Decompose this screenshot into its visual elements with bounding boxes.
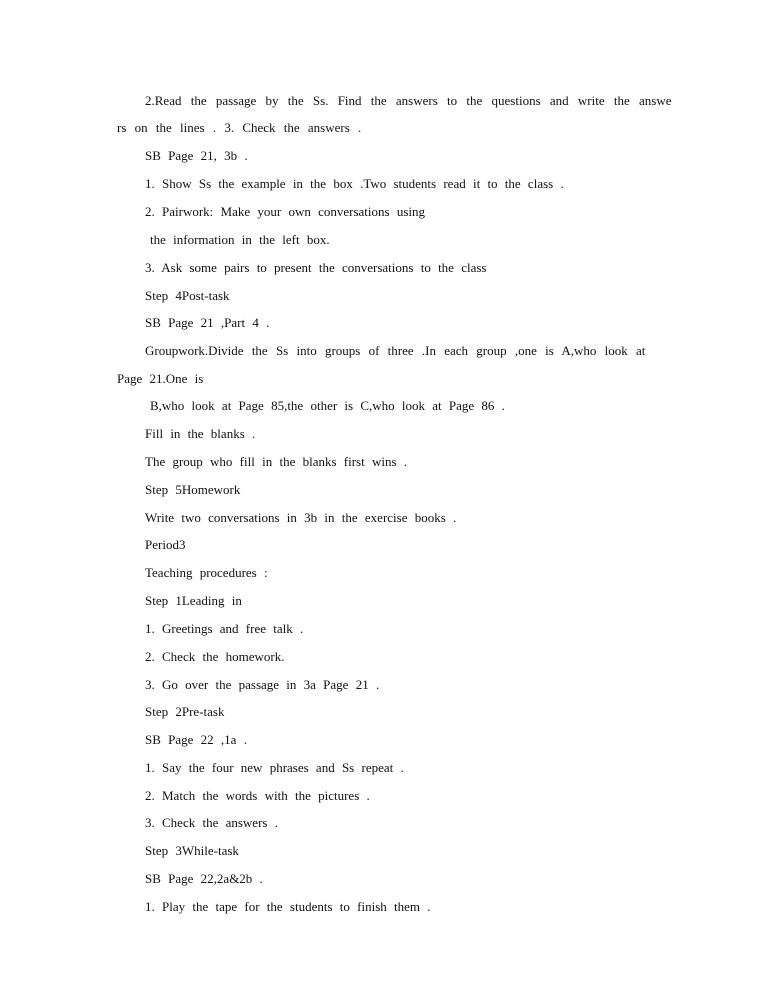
text-line: SB Page 21 ,Part 4 . xyxy=(145,315,270,330)
section-heading: Step 3While-task xyxy=(145,843,239,858)
text-line: SB Page 21, 3b . xyxy=(145,148,248,163)
period-heading: Period3 xyxy=(145,537,186,552)
section-heading: Step 5Homework xyxy=(145,482,241,497)
text-line: Page 21.One is xyxy=(117,371,204,386)
text-line: 1. Say the four new phrases and Ss repeat . xyxy=(145,760,404,775)
section-heading: Step 4Post-task xyxy=(145,288,230,303)
text-line: 2.Read the passage by the Ss. Find the answers to the questions and write the answe xyxy=(145,93,672,108)
text-line: B,who look at Page 85,the other is C,who look at Page 86 . xyxy=(150,398,505,413)
text-line: The group who fill in the blanks first wins . xyxy=(145,454,408,469)
text-line: 1. Play the tape for the students to finish them . xyxy=(145,899,431,914)
text-line: 3. Ask some pairs to present the conversations to the class xyxy=(145,260,487,275)
text-line: 1. Show Ss the example in the box .Two students read it to the class . xyxy=(145,176,564,191)
text-line: 3. Go over the passage in 3a Page 21 . xyxy=(145,677,380,692)
text-line: 2. Pairwork: Make your own conversations using xyxy=(145,204,425,219)
text-line: Fill in the blanks . xyxy=(145,426,256,441)
text-line: Teaching procedures : xyxy=(145,565,268,580)
text-line: 2. Check the homework. xyxy=(145,649,285,664)
text-line: 3. Check the answers . xyxy=(145,815,278,830)
text-line: SB Page 22,2a&2b . xyxy=(145,871,263,886)
text-line: rs on the lines . 3. Check the answers . xyxy=(117,120,362,135)
section-heading: Step 2Pre-task xyxy=(145,704,225,719)
text-line: SB Page 22 ,1a . xyxy=(145,732,247,747)
text-line: Groupwork.Divide the Ss into groups of three .In each group ,one is A,who look at xyxy=(145,343,646,358)
section-heading: Step 1Leading in xyxy=(145,593,242,608)
text-line: 1. Greetings and free talk . xyxy=(145,621,304,636)
text-line: 2. Match the words with the pictures . xyxy=(145,788,370,803)
text-line: Write two conversations in 3b in the exercise books . xyxy=(145,510,457,525)
text-line: the information in the left box. xyxy=(150,232,330,247)
